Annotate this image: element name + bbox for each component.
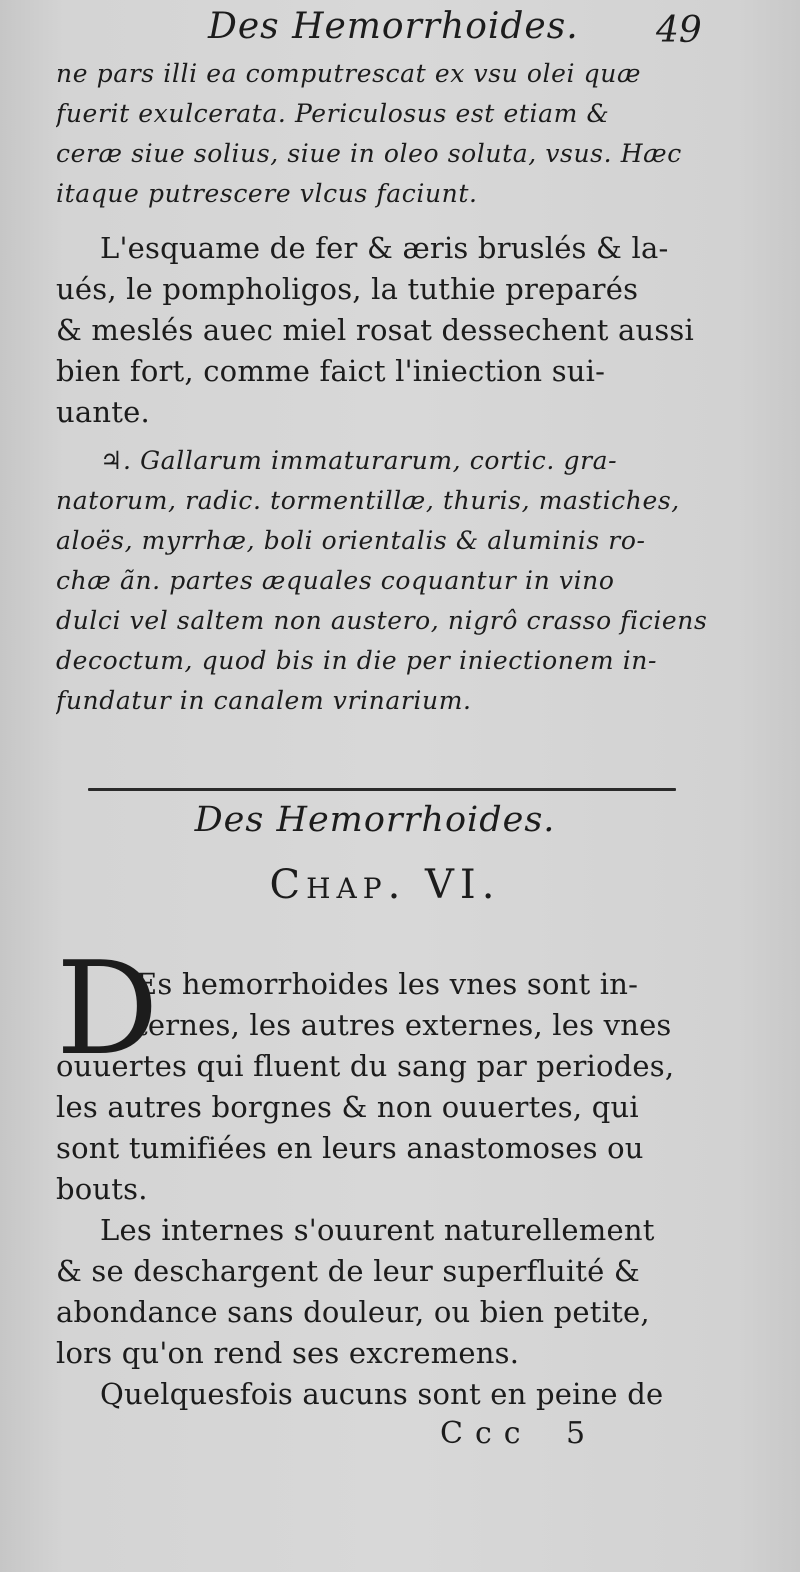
text-line: chæ ãn. partes æquales coquantur in vino: [56, 566, 615, 595]
section-divider: [88, 788, 676, 791]
running-head: [0, 6, 800, 54]
text-line: natorum, radic. tormentillæ, thuris, mastiches,: [56, 486, 680, 515]
text-line: aloës, myrrhæ, boli orientalis & aluminis ro-: [56, 526, 646, 555]
text-line: lors qu'on rend ses excremens.: [56, 1336, 520, 1370]
text-line: L'esquame de fer & æris bruslés & la-: [100, 231, 669, 265]
text-line: Quelquesfois aucuns sont en peine de: [100, 1377, 664, 1411]
text-line: & meslés auec miel rosat dessechent aussi: [56, 313, 694, 347]
text-line: fundatur in canalem vrinarium.: [56, 686, 472, 715]
text-line: ouuertes qui fluent du sang par periodes,: [56, 1049, 675, 1083]
chapter-title: Des Hemorrhoides.: [194, 800, 556, 840]
running-title: Des Hemorrhoides.: [208, 6, 579, 47]
signature-mark: Ccc: [440, 1416, 533, 1451]
chapter-number: Chap. VI.: [269, 862, 501, 908]
text-line: Es hemorrhoides les vnes sont in-: [136, 967, 639, 1001]
signature-number: 5: [566, 1416, 586, 1451]
page-number: 49: [656, 10, 702, 51]
text-line: & se deschargent de leur superfluité &: [56, 1254, 640, 1288]
text-line: bouts.: [56, 1172, 148, 1206]
text-line: decoctum, quod bis in die per iniectionem in-: [56, 646, 658, 675]
text-line: fuerit exulcerata. Periculosus est etiam &: [56, 99, 610, 128]
text-line: ne pars illi ea computrescat ex vsu olei quæ: [56, 59, 642, 88]
text-line: dulci vel saltem non austero, nigrô crasso ficiens: [56, 606, 708, 635]
text-line: sont tumifiées en leurs anastomoses ou: [56, 1131, 644, 1165]
text-line: uante.: [56, 395, 150, 429]
text-line: les autres borgnes & non ouuertes, qui: [56, 1090, 639, 1124]
drop-cap: D: [56, 935, 159, 1084]
text-line: Les internes s'ouurent naturellement: [100, 1213, 655, 1247]
text-line: bien fort, comme faict l'iniection sui-: [56, 354, 606, 388]
recipe-passage: [56, 441, 716, 721]
text-line: itaque putrescere vlcus faciunt.: [56, 179, 478, 208]
text-line: abondance sans douleur, ou bien petite,: [56, 1295, 650, 1329]
french-paragraph: [56, 228, 716, 433]
text-line: ceræ siue solius, siue in oleo soluta, vsus. Hæc: [56, 139, 682, 168]
text-line: ternes, les autres externes, les vnes: [136, 1008, 672, 1042]
text-line: ♃. Gallarum immaturarum, cortic. gra-: [100, 446, 618, 475]
text-line: ués, le pompholigos, la tuthie preparés: [56, 272, 639, 306]
chapter-body: [56, 964, 716, 1415]
latin-passage: [56, 54, 716, 214]
